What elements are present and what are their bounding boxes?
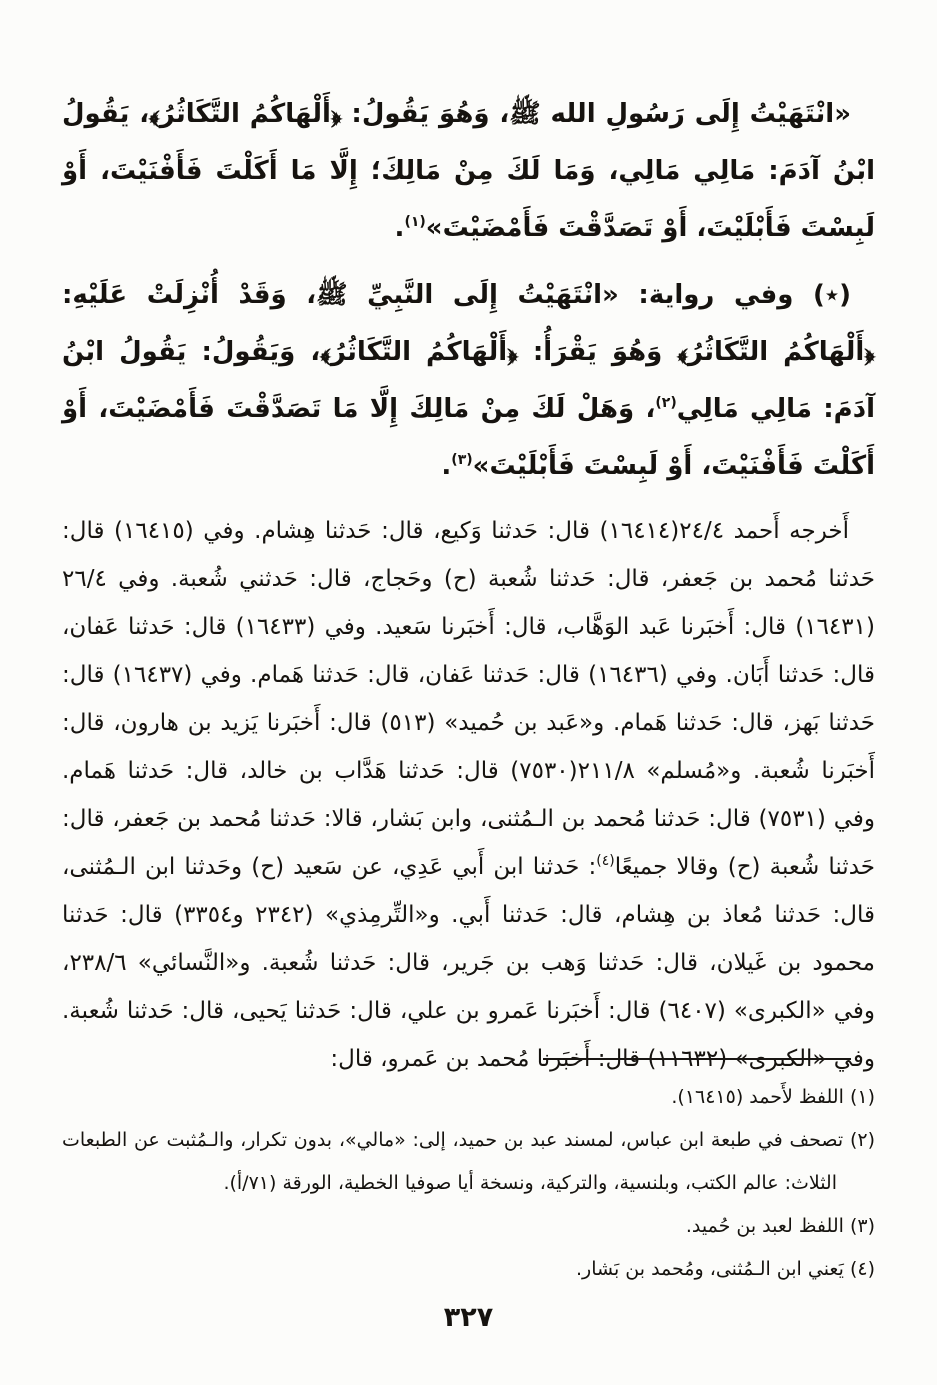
takhrij-text: أَخرجه أَحمد ٢٤/٤(١٦٤١٤) قال: حَدثنا وَكيع، قال: حَدثنا هِشام. وفي (١٦٤١٥) قال: حَدثنا مُحمد بن جَعفر، قال: حَدثنا شُعبة (ح) وحَجاج، قال: حَدثني شُعبة. وفي ٢٦/٤ (١٦٤٣١) قال: أَخبَرنا عَبد الوَهَّاب، قال: أَخبَرنا سَعيد. وفي (١٦٤٣٣) قال: حَدثنا عَفان، قال: حَدثنا أَبَان. وفي (١٦٤٣٦) قال: حَدثنا عَفان، قال: حَدثنا هَمام. وفي (١٦٤٣٧) قال: حَدثنا بَهز، قال: حَدثنا هَمام. و«عَبد بن حُميد» (٥١٣) قال: أَخبَرنا يَزيد بن هارون، قال: أَخبَرنا شُعبة. و«مُسلم» ٢١١/٨(٧٥٣٠) قال: حَدثنا هَدَّاب بن خالد، قال: حَدثنا هَمام. وفي (٧٥٣١) قال: حَدثنا مُحمد بن الـمُثنى، وابن بَشار، قالا: حَدثنا مُحمد بن جَعفر، قال: حَدثنا شُعبة (ح) وقالا جميعًا: [62, 518, 876, 880]
footnote-2: [62, 1119, 875, 1205]
hadith-variant-paragraph: [62, 267, 875, 495]
takhrij-paragraph: [62, 507, 875, 1083]
footnote-3: [62, 1205, 875, 1248]
footnote-3-text: اللفظ لعبد بن حُميد.: [685, 1215, 844, 1237]
footnote-3-marker: (٣): [849, 1215, 875, 1237]
footnote-area: [62, 1058, 875, 1291]
main-text-block: [62, 0, 875, 1083]
hadith-main-text: «انْتَهَيْتُ إِلَى رَسُولِ الله ﷺ، وَهُوَ يَقُولُ: ﴿أَلْهَاكُمُ التَّكَاثُرُ﴾، يَقُولُ ابْنُ آدَمَ: مَالِي مَالِي، وَمَا لَكَ مِنْ مَالِكَ؛ إِلَّا مَا أَكَلْتَ فَأَفْنَيْتَ، أَوْ لَبِسْتَ فَأَبْلَيْتَ، أَوْ تَصَدَّقْتَ فَأَمْضَيْتَ»: [62, 99, 875, 243]
hadith-variant-text: (٭) وفي رواية: «انْتَهَيْتُ إِلَى النَّبِيِّ ﷺ، وَقَدْ أُنْزِلَتْ عَلَيْهِ: ﴿أَلْهَاكُمُ التَّكَاثُرُ﴾ وَهُوَ يَقْرَأُ: ﴿أَلْهَاكُمُ التَّكَاثُرُ﴾، وَيَقُولُ: يَقُولُ ابْنُ آدَمَ: مَالِي مَالِي: [62, 280, 875, 424]
footnote-4-text: يَعني ابن الـمُثنى، ومُحمد بن بَشار.: [576, 1258, 844, 1280]
footnote-1-text: اللفظ لأَحمد (١٦٤١٥).: [671, 1086, 844, 1108]
hadith-variant-tail: .: [441, 451, 452, 481]
footnote-2-text: تصحف في طبعة ابن عباس، لمسند عبد بن حميد، إلى: «مالي»، بدون تكرار، والـمُثبت عن الطبعات الثلاث: عالم الكتب، وبلنسية، والتركية، ونسخة أيا صوفيا الخطية، الورقة (٧١/أ).: [62, 1129, 844, 1194]
footnote-ref-4: (٤): [596, 853, 615, 869]
hadith-main-paragraph: [62, 86, 875, 257]
footnote-2-marker: (٢): [849, 1129, 875, 1151]
hadith-main-tail: .: [394, 213, 405, 243]
footnotes-list: [62, 1076, 875, 1291]
page-number: ٣٢٧: [443, 1302, 494, 1333]
footnote-separator-rule: [543, 1058, 851, 1060]
footnote-1: [62, 1076, 875, 1119]
footnote-1-marker: (١): [849, 1086, 875, 1108]
hadith-variant-mid: ، وَهَلْ لَكَ مِنْ مَالِكَ إِلَّا مَا تَصَدَّقْتَ فَأَمْضَيْتَ، أَوْ أَكَلْتَ فَأَفْنَيْتَ، أَوْ لَبِسْتَ فَأَبْلَيْتَ»: [62, 394, 875, 481]
takhrij-continuation: : حَدثنا ابن أَبي عَدِي، عن سَعيد (ح) وحَدثنا ابن الـمُثنى، قال: حَدثنا مُعاذ بن هِشام، قال: حَدثنا أَبي. و«التِّرمِذي» (٢٣٤٢ و٣٣٥٤) قال: حَدثنا محمود بن غَيلان، قال: حَدثنا وَهب بن جَرير، قال: حَدثنا شُعبة. و«النَّسائي» ٢٣٨/٦، وفي «الكبرى» (٦٤٠٧) قال: أَخبَرنا عَمرو بن علي، قال: حَدثنا يَحيى، قال: حَدثنا شُعبة. وفي «الكبرى» (١١٦٣٢) قال: أَخبَرنا مُحمد بن عَمرو، قال:: [62, 854, 876, 1072]
footnote-ref-2: (٢): [655, 395, 677, 411]
footnote-ref-3: (٣): [451, 452, 473, 468]
footnote-4-marker: (٤): [849, 1258, 875, 1280]
footnote-ref-1: (١): [404, 214, 426, 230]
footnote-4: [62, 1248, 875, 1291]
